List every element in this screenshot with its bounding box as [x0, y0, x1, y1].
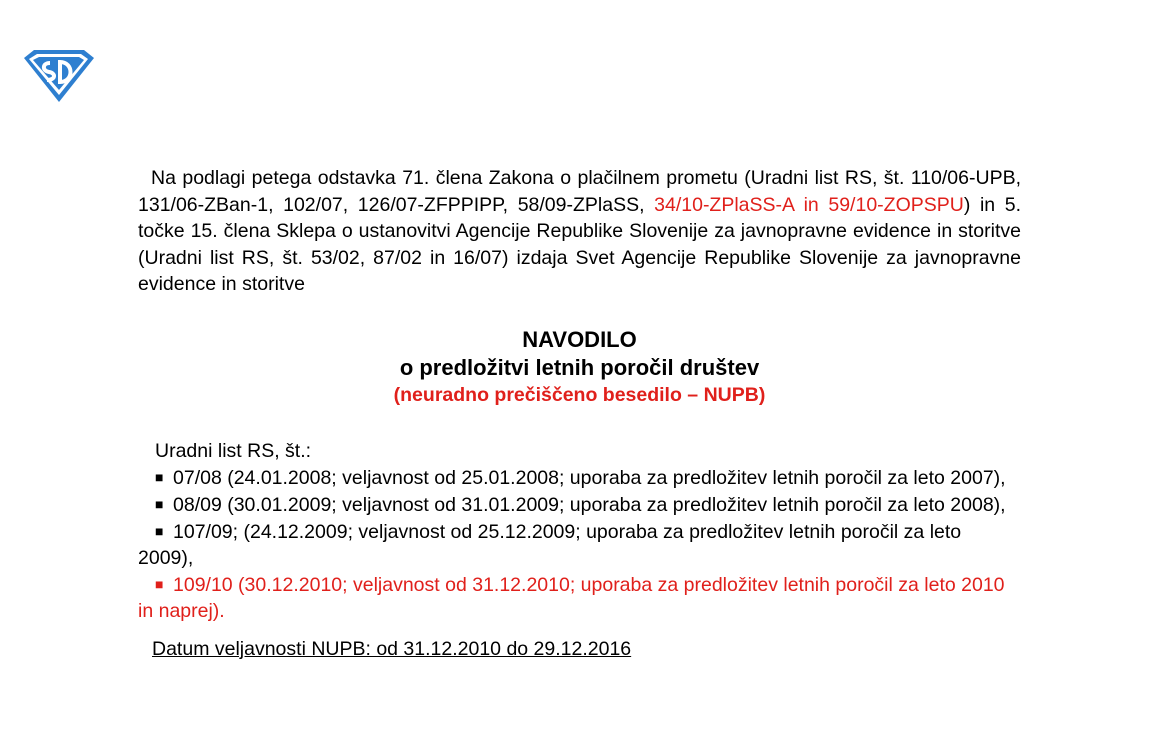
- gazette-list: [138, 438, 1021, 624]
- bullet-icon: ■: [155, 495, 164, 512]
- bullet-icon: ■: [155, 575, 164, 592]
- title-navodilo: NAVODILO: [522, 326, 637, 352]
- title-subject: o predložitvi letnih poročil društev: [399, 354, 760, 380]
- list-item: ■ 107/09; (24.12.2009; veljavnost od 25.12.2009; uporaba za predložitev letnih poročil za leto 2009),: [138, 518, 1021, 571]
- validity-date: Datum veljavnosti NUPB: od 31.12.2010 do 29.12.2016: [152, 637, 632, 660]
- gazette-list-intro: Uradni list RS, št.:: [155, 439, 312, 462]
- document-body: [138, 165, 1021, 662]
- list-item: ■ 08/09 (30.01.2009; veljavnost od 31.01.2009; uporaba za predložitev letnih poročil za leto 2008),: [138, 491, 1021, 518]
- list-item: ■ 07/08 (24.01.2008; veljavnost od 25.01.2008; uporaba za predložitev letnih poročil za leto 2007),: [138, 464, 1021, 491]
- bullet-icon: ■: [155, 522, 164, 539]
- bullet-icon: ■: [155, 468, 164, 485]
- title-nupb-note: (neuradno prečiščeno besedilo – NUPB): [393, 383, 766, 406]
- sd-logo-icon: [20, 44, 98, 104]
- intro-paragraph: Na podlagi petega odstavka 71. člena Zakona o plačilnem prometu (Uradni list RS, št. 110/06-UPB, 131/06-ZBan-1, 102/07, 126/07-ZFPPIPP, 58/09-ZPlaSS, 34/10-ZPlaSS-A in 59/10-ZOPSPU) in 5. točke 15. člena Sklepa o ustanovitvi Agencije Republike Slovenije za javnopravne evidence in storitve (Uradni list RS, št. 53/02, 87/02 in 16/07) izdaja Svet Agencije Republike Slovenije za javnopravne evidence in storitve: [138, 167, 1021, 295]
- list-item: ■ 109/10 (30.12.2010; veljavnost od 31.12.2010; uporaba za predložitev letnih poročil za leto 2010 in naprej).: [138, 571, 1021, 624]
- document-title: [138, 326, 1021, 408]
- amendment-reference: 34/10-ZPlaSS-A in 59/10-ZOPSPU: [654, 193, 964, 216]
